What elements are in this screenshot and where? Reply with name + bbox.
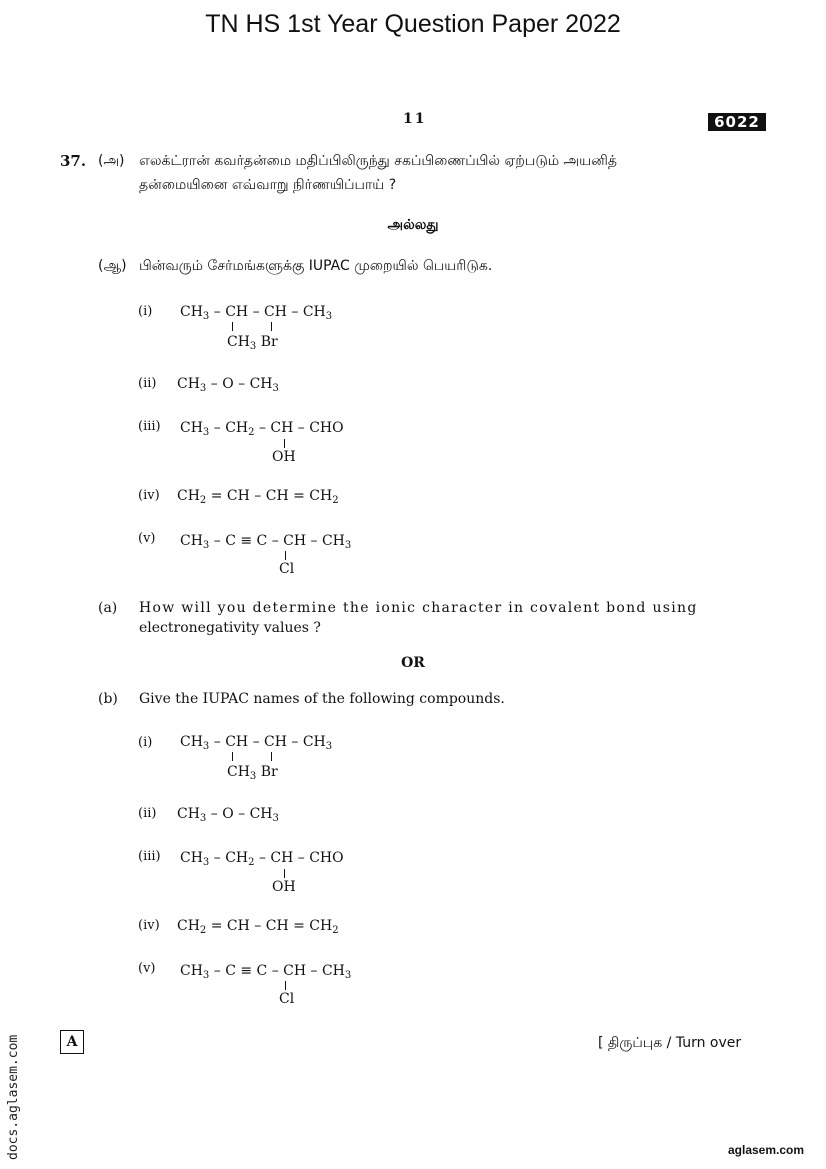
compound-iv-formula: $CH_2$ = CH – CH = $CH_2$ bbox=[177, 918, 339, 936]
tamil-part-b-label: (ஆ) bbox=[98, 258, 127, 274]
paper-code-badge: 6022 bbox=[708, 113, 766, 131]
compound-i-bond-2 bbox=[271, 322, 272, 331]
compound-iii-formula: $CH_3 - CH_2$ – CH – CHO bbox=[180, 850, 344, 868]
english-part-a-line1: How will you determine the ionic character in covalent bond using bbox=[139, 600, 698, 616]
turn-over-note: [ திருப்புக / Turn over bbox=[598, 1035, 742, 1051]
tamil-part-b-text: பின்வரும் சேர்மங்களுக்கு IUPAC முறையில் பெயரிடுக. bbox=[139, 258, 493, 274]
compound-label-iii: (iii) bbox=[138, 849, 161, 864]
compound-label-i: (i) bbox=[138, 304, 153, 319]
compound-label-ii: (ii) bbox=[138, 806, 157, 821]
compound-v-substituent: Cl bbox=[279, 991, 295, 1007]
tamil-or-divider: அல்லது bbox=[387, 217, 439, 233]
compound-iv-formula: $CH_2$ = CH – CH = $CH_2$ bbox=[177, 488, 339, 506]
english-part-a-line2: electronegativity values ? bbox=[139, 620, 321, 636]
compound-iii-bond bbox=[284, 439, 285, 448]
question-number: 37. bbox=[60, 152, 87, 170]
compound-i-formula: $CH_3$ – CH – CH – $CH_3$ bbox=[180, 734, 333, 752]
page-number: 11 bbox=[403, 111, 427, 127]
compound-ii-formula: $CH_3$ – O – $CH_3$ bbox=[177, 376, 279, 394]
compound-i-bond-1 bbox=[232, 752, 233, 761]
compound-iii-substituent: OH bbox=[272, 879, 296, 895]
compound-i-substituents: $CH_3$ Br bbox=[227, 334, 278, 352]
compound-iii-bond bbox=[284, 869, 285, 878]
compound-ii-formula: $CH_3$ – O – $CH_3$ bbox=[177, 806, 279, 824]
compound-label-iv: (iv) bbox=[138, 918, 160, 933]
compound-v-formula: $CH_3 - C \equiv C$ – CH – $CH_3$ bbox=[180, 533, 352, 551]
tamil-part-a-line2: தன்மையினை எவ்வாறு நிர்ணயிப்பாய் ? bbox=[139, 177, 397, 193]
tamil-part-a-label: (அ) bbox=[98, 153, 125, 169]
document-title: TN HS 1st Year Question Paper 2022 bbox=[205, 10, 621, 38]
compound-i-formula: $CH_3$ – CH – CH – $CH_3$ bbox=[180, 304, 333, 322]
compound-v-substituent: Cl bbox=[279, 561, 295, 577]
side-watermark: docs.aglasem.com bbox=[6, 1034, 21, 1160]
compound-label-iii: (iii) bbox=[138, 419, 161, 434]
compound-v-bond bbox=[285, 551, 286, 560]
compound-label-ii: (ii) bbox=[138, 376, 157, 391]
compound-v-bond bbox=[285, 981, 286, 990]
compound-label-v: (v) bbox=[138, 531, 156, 546]
compound-i-bond-2 bbox=[271, 752, 272, 761]
compound-iii-formula: $CH_3 - CH_2$ – CH – CHO bbox=[180, 420, 344, 438]
compound-label-i: (i) bbox=[138, 735, 153, 750]
compound-i-substituents: $CH_3$ Br bbox=[227, 764, 278, 782]
tamil-part-a-line1: எலக்ட்ரான் கவர்தன்மை மதிப்பிலிருந்து சகப்பிணைப்பில் ஏற்படும் அயனித் bbox=[139, 153, 617, 169]
english-part-a-label: (a) bbox=[98, 600, 118, 616]
compound-label-iv: (iv) bbox=[138, 488, 160, 503]
compound-v-formula: $CH_3 - C \equiv C$ – CH – $CH_3$ bbox=[180, 963, 352, 981]
compound-iii-substituent: OH bbox=[272, 449, 296, 465]
english-or-divider: OR bbox=[401, 655, 425, 671]
compound-i-bond-1 bbox=[232, 322, 233, 331]
compound-label-v: (v) bbox=[138, 961, 156, 976]
set-letter-box: A bbox=[60, 1030, 84, 1054]
english-part-b-label: (b) bbox=[98, 691, 118, 707]
footer-watermark: aglasem.com bbox=[728, 1143, 805, 1157]
english-part-b-text: Give the IUPAC names of the following compounds. bbox=[139, 691, 505, 707]
